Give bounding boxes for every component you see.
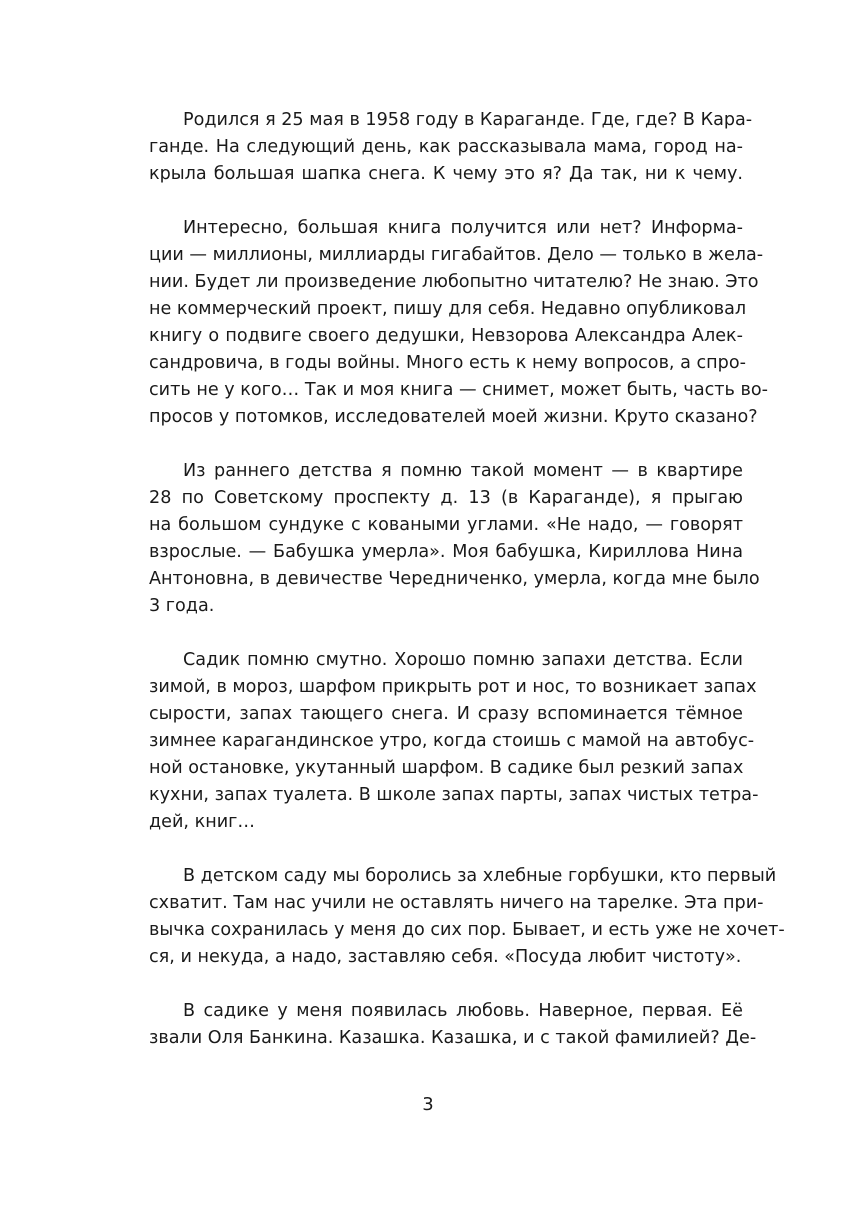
text-line: просов у потомков, исследователей моей жизни. Круто сказано?	[149, 407, 758, 427]
text-line: ганде. На следующий день, как рассказывала мама, город на-	[149, 137, 743, 157]
text-line: ной остановке, укутанный шарфом. В садике был резкий запах	[149, 758, 744, 778]
body-text	[149, 107, 785, 1079]
text-line: ции — миллионы, миллиарды гигабайтов. Дело — только в жела-	[149, 245, 764, 265]
text-line: 28 по Советскому проспекту д. 13 (в Караганде), я прыгаю	[149, 488, 743, 508]
text-line: вычка сохранилась у меня до сих пор. Бывает, и есть уже не хочет-	[149, 920, 785, 940]
text-line: ся, и некуда, а надо, заставляю себя. «Посуда любит чистоту».	[149, 947, 742, 967]
text-line: 3 года.	[149, 596, 215, 616]
text-line: взрослые. — Бабушка умерла». Моя бабушка, Кириллова Нина	[149, 542, 743, 562]
text-line: звали Оля Банкина. Казашка. Казашка, и с такой фамилией? Де-	[149, 1028, 757, 1048]
text-line: зимой, в мороз, шарфом прикрыть рот и нос, то возникает запах	[149, 677, 757, 697]
paragraph	[149, 647, 759, 836]
paragraph	[149, 998, 757, 1052]
text-line: кухни, запах туалета. В школе запах парты, запах чистых тетра-	[149, 785, 759, 805]
text-line: Интересно, большая книга получится или нет? Информа-	[183, 218, 743, 238]
paragraph	[149, 215, 768, 431]
text-line: дей, книг…	[149, 812, 256, 832]
text-line: сырости, запах тающего снега. И сразу вспоминается тёмное	[149, 704, 743, 724]
text-line: В детском саду мы боролись за хлебные горбушки, кто первый	[183, 866, 777, 886]
text-line: крыла большая шапка снега. К чему это я? Да так, ни к чему.	[149, 164, 743, 184]
paragraph	[149, 458, 760, 620]
text-line: Антоновна, в девичестве Чередниченко, умерла, когда мне было	[149, 569, 760, 589]
text-line: зимнее карагандинское утро, когда стоишь с мамой на автобус-	[149, 731, 755, 751]
text-line: схватит. Там нас учили не оставлять ничего на тарелке. Эта при-	[149, 893, 764, 913]
page-number: 3	[422, 1094, 434, 1115]
text-line: сандровича, в годы войны. Много есть к нему вопросов, а спро-	[149, 353, 746, 373]
text-line: Садик помню смутно. Хорошо помню запахи детства. Если	[183, 650, 743, 670]
text-line: Из раннего детства я помню такой момент — в квартире	[183, 461, 743, 481]
text-line: В садике у меня появилась любовь. Наверное, первая. Её	[183, 1001, 743, 1021]
text-line: книгу о подвиге своего дедушки, Невзорова Александра Алек-	[149, 326, 743, 346]
text-line: нии. Будет ли произведение любопытно читателю? Не знаю. Это	[149, 272, 759, 292]
text-line: на большом сундуке с коваными углами. «Не надо, — говорят	[149, 515, 743, 535]
text-line: не коммерческий проект, пишу для себя. Недавно опубликовал	[149, 299, 747, 319]
text-line: сить не у кого… Так и моя книга — снимет, может быть, часть во-	[149, 380, 768, 400]
paragraph	[149, 863, 785, 971]
text-line: Родился я 25 мая в 1958 году в Караганде. Где, где? В Кара-	[183, 110, 753, 130]
paragraph	[149, 107, 753, 188]
